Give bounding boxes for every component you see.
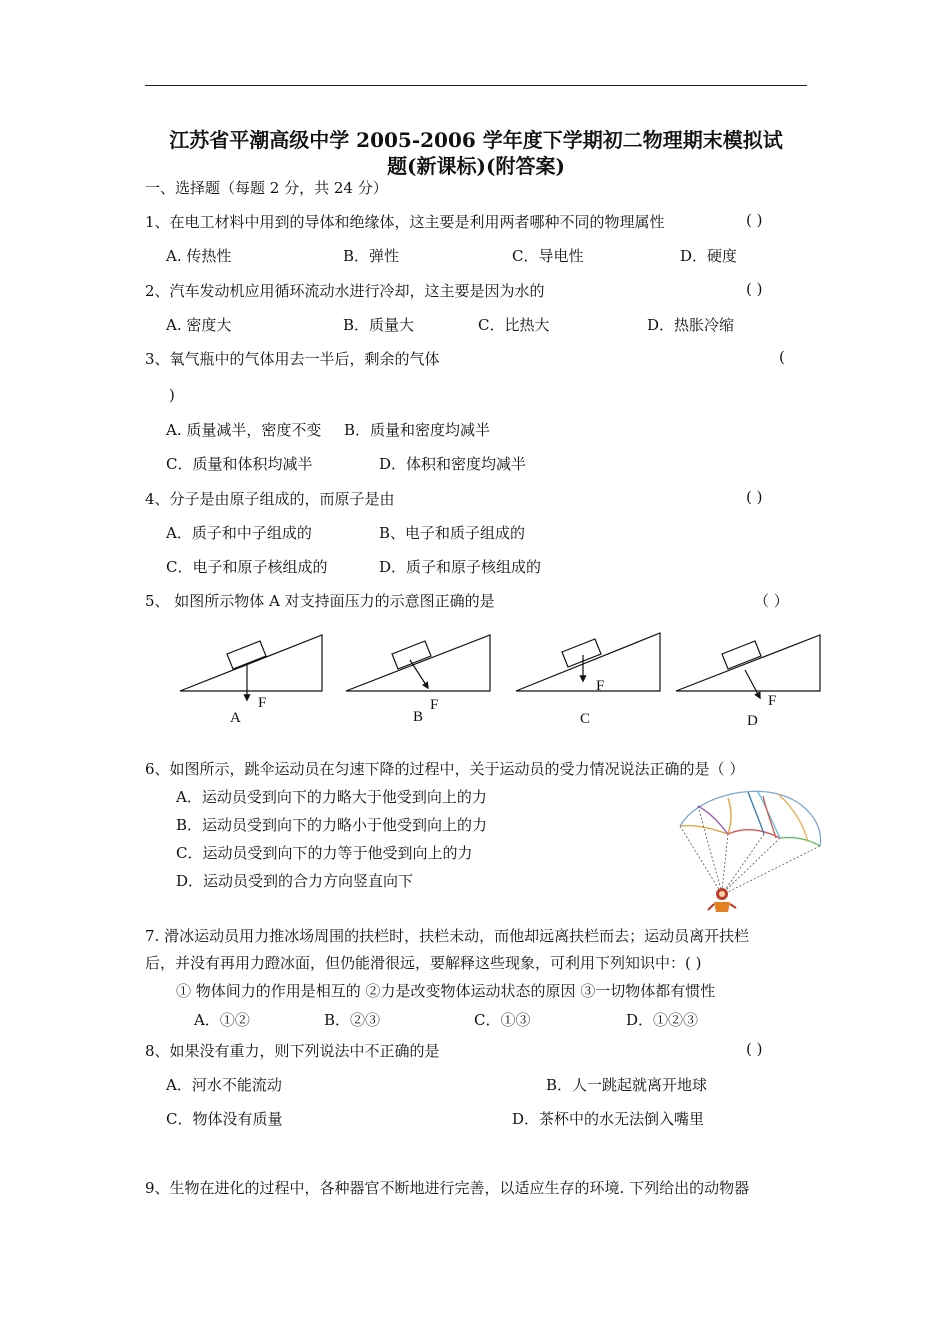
parachutist-illustration	[668, 786, 828, 921]
q3-paren-close: )	[169, 386, 175, 404]
figure-c-label: C	[580, 711, 591, 727]
q4-option-b: B、电子和质子组成的	[379, 524, 526, 542]
q1-option-c: C．导电性	[512, 247, 584, 265]
q5-answer-blank: （ ）	[754, 592, 789, 610]
q2-answer-blank: ( )	[746, 280, 763, 298]
q8-option-d: D．茶杯中的水无法倒入嘴里	[512, 1110, 705, 1128]
q4-option-c: C．电子和原子核组成的	[166, 558, 328, 576]
q1-option-d: D．硬度	[680, 247, 738, 265]
figure-b-label: B	[413, 709, 424, 725]
q1-answer-blank: ( )	[746, 211, 763, 229]
q7-stem-line1: 7. 滑冰运动员用力推冰场周围的扶栏时，扶栏未动，而他却远离扶栏而去；运动员离开扶栏	[145, 927, 750, 945]
q6-stem: 6、如图所示，跳伞运动员在匀速下降的过程中，关于运动员的受力情况说法正确的是（ ）	[145, 760, 745, 778]
q4-option-a: A．质子和中子组成的	[166, 524, 312, 542]
q7-knowledge-list: ① 物体间力的作用是相互的 ②力是改变物体运动状态的原因 ③一切物体都有惯性	[176, 982, 716, 1000]
q8-option-b: B．人一跳起就离开地球	[546, 1076, 708, 1094]
q8-option-a: A．河水不能流动	[166, 1076, 282, 1094]
q7-option-d: D．①②③	[626, 1011, 699, 1029]
q3-option-a: A. 质量减半，密度不变	[166, 421, 322, 439]
figure-a-force-label: F	[258, 695, 267, 711]
page-title-line1: 江苏省平潮高级中学 2005-2006 学年度下学期初二物理期末模拟试	[169, 128, 783, 152]
figure-a-label: A	[230, 710, 241, 726]
figure-d	[676, 635, 820, 698]
q7-option-a: A．①②	[194, 1011, 250, 1029]
q8-option-c: C．物体没有质量	[166, 1110, 283, 1128]
q9-stem: 9、生物在进化的过程中，各种器官不断地进行完善，以适应生存的环境. 下列给出的动物器	[145, 1179, 750, 1197]
q7-stem-line2: 后，并没有再用力蹬冰面，但仍能滑很远，要解释这些现象，可利用下列知识中：( )	[145, 954, 702, 972]
q2-option-c: C．比热大	[478, 316, 550, 334]
figure-d-label: D	[747, 713, 758, 729]
q6-option-a: A．运动员受到向下的力略大于他受到向上的力	[176, 788, 487, 806]
q4-stem: 4、分子是由原子组成的，而原子是由	[145, 490, 395, 508]
q5-stem: 5、 如图所示物体 A 对支持面压力的示意图正确的是	[145, 592, 495, 610]
q1-option-b: B．弹性	[343, 247, 400, 265]
q2-option-b: B．质量大	[343, 316, 415, 334]
header-rule	[145, 85, 807, 86]
q4-answer-blank: ( )	[746, 488, 763, 506]
page-title-line2: 题(新课标)(附答案)	[387, 154, 565, 178]
figure-b	[346, 635, 490, 691]
parachutist-figure	[708, 888, 736, 912]
q6-option-b: B．运动员受到向下的力略小于他受到向上的力	[176, 816, 488, 834]
q3-option-b: B．质量和密度均减半	[344, 421, 491, 439]
q6-option-c: C．运动员受到向下的力等于他受到向上的力	[176, 844, 473, 862]
q7-option-c: C．①③	[474, 1011, 531, 1029]
figure-c-force-label: F	[596, 678, 605, 694]
q2-option-d: D．热胀冷缩	[647, 316, 735, 334]
q2-option-a: A. 密度大	[166, 316, 232, 334]
incline-force-figures	[0, 620, 950, 735]
q1-option-a: A. 传热性	[166, 247, 232, 265]
q8-stem: 8、如果没有重力，则下列说法中不正确的是	[145, 1042, 440, 1060]
figure-c	[516, 633, 660, 691]
q3-option-d: D．体积和密度均减半	[379, 455, 527, 473]
q7-option-b: B．②③	[324, 1011, 381, 1029]
q1-stem: 1、在电工材料中用到的导体和绝缘体，这主要是利用两者哪种不同的物理属性	[145, 213, 665, 231]
figure-d-force-label: F	[768, 693, 777, 709]
q3-option-c: C．质量和体积均减半	[166, 455, 313, 473]
q4-option-d: D．质子和原子核组成的	[379, 558, 542, 576]
q6-option-d: D．运动员受到的合力方向竖直向下	[176, 872, 414, 890]
figure-b-force-label: F	[430, 697, 439, 713]
q3-stem: 3、氧气瓶中的气体用去一半后，剩余的气体	[145, 350, 440, 368]
section-heading: 一、选择题（每题 2 分，共 24 分）	[145, 179, 388, 197]
figure-a	[180, 635, 322, 700]
q8-answer-blank: ( )	[746, 1040, 763, 1058]
q2-stem: 2、汽车发动机应用循环流动水进行冷却，这主要是因为水的	[145, 282, 545, 300]
q3-paren-open: (	[779, 348, 785, 366]
